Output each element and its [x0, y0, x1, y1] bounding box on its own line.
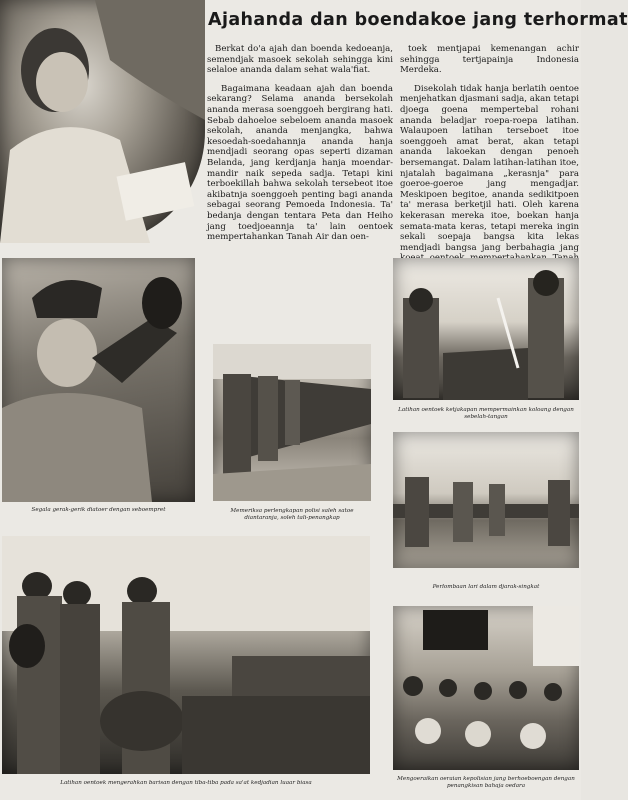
article-paragraph: Bagaimana keadaan ajah dan boenda sekarang? Selama ananda bersekolah ananda merasa soenggoeh bergirang hati. Sebab dahoeloe sebeloem ananda masoek sekolah, ananda menjangka, bahwa kesoedah-soedahannja ananda hanja mendjadi seorang opas seperti dizaman Belanda, jang kerdjanja hanja moendar-mandir naik sepeda sadja. Tetapi kini terboekillah bahwa sekolah tersebeot itoe akibatnja soenggoeh penting bagi ananda sebagai seorang Pemoeda Indonesia. Ta' bedanja dengan tentara Peta dan Heiho jang toedjoeannja ta' lain oentoek mempertahankan Tanah Air dan oen- [207, 83, 393, 243]
article-column-2 [400, 44, 579, 256]
article-title: Ajahanda dan boendakoe jang terhormat [208, 10, 628, 30]
caption-bugler: Segala gerak-gerik diatoer dengan seboempret [31, 507, 166, 513]
photo-bugler [2, 258, 195, 502]
caption-inspection: Memeriksa perlengkapan polisi saleh satoe diantaranja, soleh tali-penangkap [230, 508, 354, 521]
article-paragraph: toek mentjapai kemenangan achir sehingga tertjapainja Indonesia Merdeka. [400, 44, 579, 76]
article-paragraph: Berkat do'a ajah dan boenda kedoeanja, semendjak masoek sekolah sehingga kini selaloe ananda dalam sehat wala'fiat. [207, 44, 393, 76]
photo-sprint-race [393, 432, 579, 568]
caption-sword-drill: Latihan oentoek ketjakapan mempermainkan koloang dengan sebelah-tangan [398, 407, 574, 420]
caption-classroom: Mengoeraikan oeraian kepolisian jang berhoeboengan dengan penangkisan bahaja oedara [397, 776, 575, 789]
photo-inspection-line [213, 344, 371, 501]
caption-sprint-race: Perlombaan lari dalam djarak-singkat [432, 584, 540, 590]
photo-classroom [393, 606, 579, 770]
caption-marching-band: Latihan oentoek mengerahkan barisan dengan tiba-tiba pada sa'at kedjadian luaar biasa [60, 780, 312, 786]
photo-student-writing [0, 0, 205, 243]
article-column-1 [207, 44, 393, 256]
article-paragraph: Disekolah tidak hanja berlatih oentoe menjehatkan djasmani sadja, akan tetapi djoega goena mempertebal rohani ananda beladjar roepa-roepa latihan. Walaupoen latihan terseboet itoe soenggoeh amat berat, akan tetapi ananda lakoekan dengan penoeh bersemangat. Dalam latihan-latihan itoe, njatalah bagaimana „kerasnja" para goeroe-goeroe jang mengadjar. Meskipoen begitoe, ananda sedikitpoen ta' merasa berketjil hati. Oleh karena kekerasan mereka itoe, boekan hanja semata-mata keras, tetapi mereka ingin sekali soepaja bangsa kita lekas mendjadi bangsa jang berbahagia jang [400, 83, 579, 253]
photo-sword-drill [393, 258, 579, 400]
photo-marching-band [2, 536, 370, 774]
